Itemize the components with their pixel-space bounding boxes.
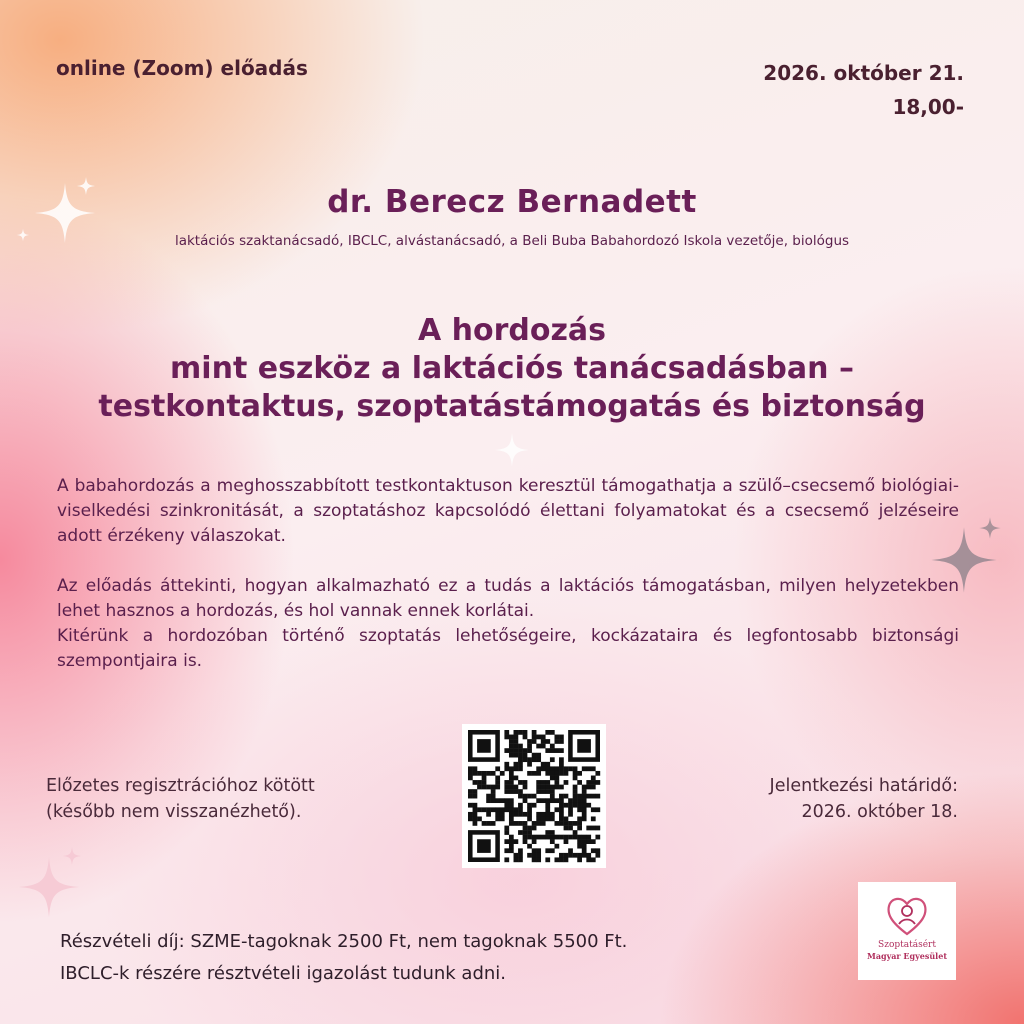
speaker-name: dr. Berecz Bernadett — [327, 184, 697, 220]
deadline-label: Jelentkezési határidő: — [769, 776, 958, 796]
deadline-date: 2026. október 18. — [801, 802, 958, 822]
registration-note-line2: (később nem visszanézhető). — [46, 802, 302, 822]
description-paragraph-1: A babahordozás a meghosszabbított testkontaktuson keresztül támogathatja a szülő–csecsemő biológiai-viselkedési szinkronitását, a szoptatáshoz kapcsolódó élettani folyamatokat és a csecsemő jelzéseire adott érzékeny válaszokat. — [57, 476, 959, 546]
qr-code-graphic — [462, 724, 606, 868]
sparkle-icon — [76, 176, 96, 196]
sparkle-icon — [492, 430, 532, 470]
mother-baby-heart-icon — [885, 894, 929, 936]
event-date: 2026. október 21. — [763, 61, 964, 85]
lecture-title-line3: testkontaktus, szoptatástámogatás és biztonság — [98, 389, 926, 424]
lecture-title — [0, 312, 1024, 426]
description-paragraph-2 — [57, 574, 959, 674]
speaker-title: laktációs szaktanácsadó, IBCLC, alvástanácsadó, a Beli Buba Babahordozó Iskola vezetője, biológus — [174, 233, 850, 249]
event-format: online (Zoom) előadás — [56, 56, 308, 80]
lecture-description — [57, 474, 959, 674]
logo-text-line1: Szoptatásért — [878, 940, 936, 950]
sparkle-icon — [978, 516, 1002, 540]
event-datetime — [763, 56, 964, 124]
lecture-title-line2: mint eszköz a laktációs tanácsadásban – — [170, 351, 854, 386]
event-time: 18,00- — [892, 95, 964, 119]
participation-fee — [60, 926, 627, 990]
description-paragraph-2-line1: Az előadás áttekinti, hogyan alkalmazható ez a tudás a laktációs támogatásban, milyen helyzetekben lehet hasznos a hordozás, és hol vannak ennek korlátai. — [57, 576, 959, 621]
sparkle-icon — [16, 228, 30, 242]
sparkle-icon — [62, 846, 82, 866]
lecture-title-line1: A hordozás — [417, 313, 607, 348]
description-paragraph-2-line2: Kitérünk a hordozóban történő szoptatás lehetőségeire, kockázataira és legfontosabb biztonsági szempontjaira is. — [57, 626, 959, 671]
fee-line2: IBCLC-k részére résztvételi igazolást tudunk adni. — [60, 963, 507, 984]
registration-note-line1: Előzetes regisztrációhoz kötött — [46, 776, 315, 796]
registration-deadline — [770, 773, 958, 825]
association-logo — [858, 882, 956, 980]
logo-text-line2: Magyar Egyesület — [866, 951, 948, 961]
fee-line1: Részvételi díj: SZME-tagoknak 2500 Ft, nem tagoknak 5500 Ft. — [60, 931, 628, 952]
registration-note — [46, 773, 315, 825]
qr-code-icon[interactable] — [462, 724, 606, 868]
